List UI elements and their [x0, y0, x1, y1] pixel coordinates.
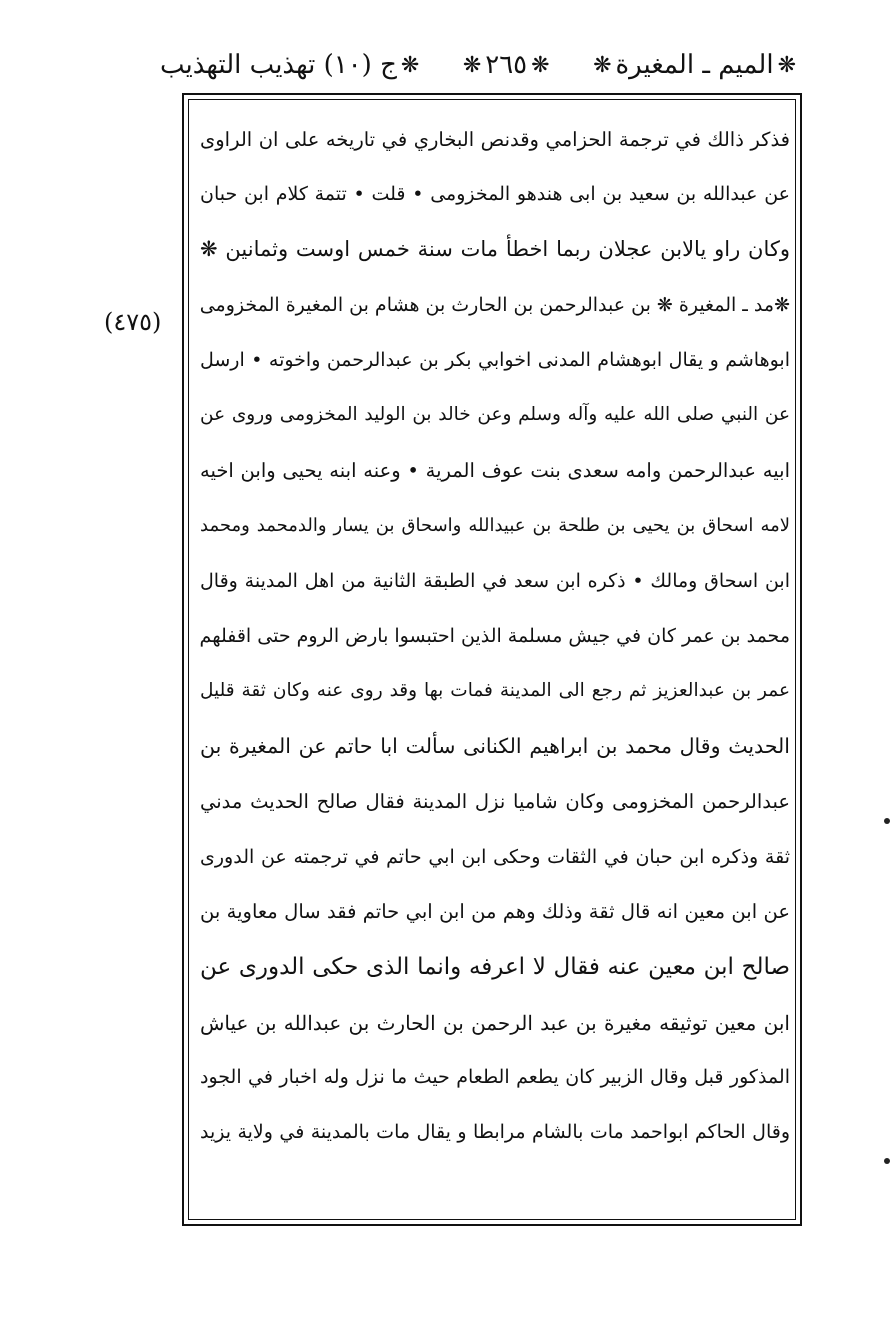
running-header: [160, 40, 800, 90]
text-line: عن عبدالله بن سعيد بن ابى هندهو المخزومى • قلت • تتمة كلام ابن حبان: [200, 183, 790, 206]
text-line: لامه اسحاق بن يحيى بن طلحة بن عبيدالله واسحاق بن يسار والدمحمد ومحمد: [200, 514, 790, 536]
text-line: ثقة وذكره ابن حبان في الثقات وحكى ابن ابي حاتم في ترجمته عن الدورى: [200, 845, 790, 868]
page-number: ٢٦٥: [485, 50, 528, 80]
ornament-icon: ❋: [400, 52, 420, 78]
scan-speck: [884, 1158, 890, 1164]
text-line: محمد بن عمر كان في جيش مسلمة الذين احتبسوا بارض الروم حتى اقفلهم: [199, 624, 790, 647]
text-line: الحديث وقال محمد بن ابراهيم الكنانى سألت ابا حاتم عن المغيرة بن: [200, 734, 790, 759]
header-right: [160, 50, 423, 80]
text-line: ابن اسحاق ومالك • ذكره ابن سعد في الطبقة الثانية من اهل المدينة وقال: [200, 569, 790, 592]
margin-entry-number: (٤٧٥): [104, 308, 162, 336]
text-line: ابن معين توثيقه مغيرة بن عبد الرحمن بن الحارث بن عبدالله بن عياش: [200, 1010, 790, 1035]
text-line: عبدالرحمن المخزومى وكان شاميا نزل المدينة فقال صالح الحديث مدني: [200, 790, 790, 814]
ornament-icon: ❋: [593, 52, 612, 78]
text-line: المذكور قبل وقال الزبير كان يطعم الطعام حيث ما نزل وله اخبار في الجود: [200, 1066, 790, 1089]
text-line: فذكر ذالك في ترجمة الحزامي وقدنص البخاري في تاريخه على ان الراوى: [200, 127, 790, 151]
text-line: صالح ابن معين عنه فقال لا اعرفه وانما الذى حكى الدورى عن: [200, 953, 790, 980]
ornament-icon: ❋: [777, 52, 796, 78]
scan-speck: [884, 818, 890, 824]
text-line: ابوهاشم و يقال ابوهشام المدنى اخوابي بكر بن عبدالرحمن واخوته • ارسل: [200, 348, 790, 371]
text-line: عمر بن عبدالعزيز ثم رجع الى المدينة فمات بها وقد روى عنه وكان ثقة قليل: [200, 680, 790, 702]
text-line: وقال الحاكم ابواحمد مات بالشام مرابطا و يقال مات بالمدينة في ولاية يزيد: [200, 1121, 790, 1144]
text-line: عن ابن معين انه قال ثقة وذلك وهم من ابن ابي حاتم فقد سال معاوية بن: [200, 900, 790, 924]
header-center: [459, 50, 554, 80]
header-left-text: الميم ـ المغيرة: [615, 50, 774, 80]
text-line: عن النبي صلى الله عليه وآله وسلم وعن خالد بن الوليد المخزومى وروى عن: [200, 404, 790, 426]
ornament-icon: ❋: [462, 52, 482, 78]
main-text: [200, 112, 790, 1161]
text-line: ابيه عبدالرحمن وامه سعدى بنت عوف المرية • وعنه ابنه يحيى وابن اخيه: [200, 458, 790, 482]
ornament-icon: ❋: [531, 52, 550, 78]
header-left: [589, 50, 800, 80]
header-right-text: ج (١٠) تهذيب التهذيب: [160, 50, 397, 80]
entry-heading-line: ❋مد ـ المغيرة ❋ بن عبدالرحمن بن الحارث بن هشام بن المغيرة المخزومى: [199, 293, 790, 316]
text-line: وكان راو يالابن عجلان ربما اخطأ مات سنة خمس اوست وثمانين ❋: [200, 237, 790, 262]
